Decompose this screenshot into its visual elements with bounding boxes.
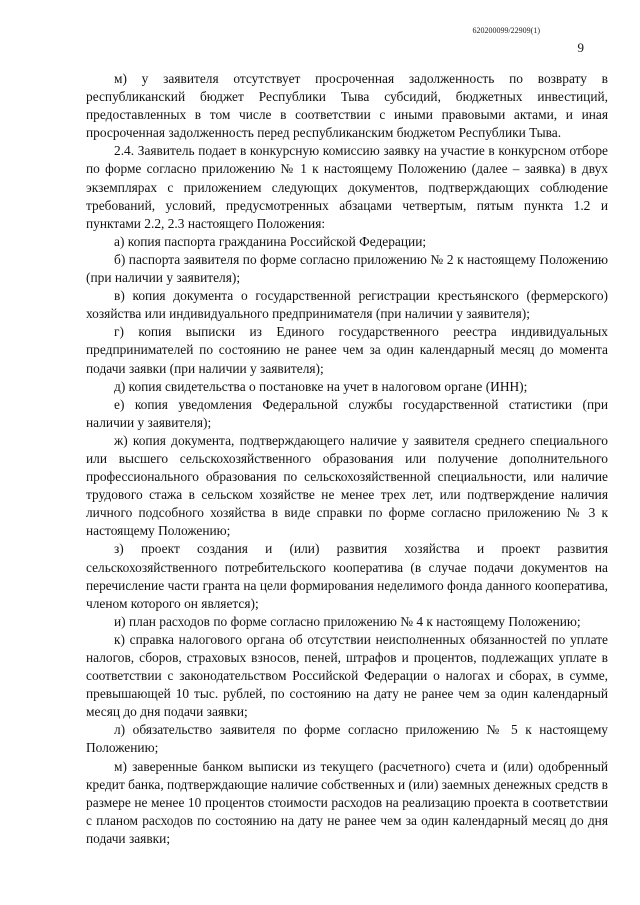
paragraph-2-4: 2.4. Заявитель подает в конкурсную комиссию заявку на участие в конкурсном отборе по форме согласно приложению № 1 к настоящему Положению (далее – заявка) в двух экземплярах с приложением следующих документов, подтверждающих соблюдение требований, условий, предусмотренных абзацами четвертым, пятым пункта 1.2 и пунктами 2.2, 2.3 настоящего Положения: [86,143,608,231]
list-item-l: л) обязательство заявителя по форме согласно приложению № 5 к настоящему Положению; [86,722,608,756]
list-item-k: к) справка налогового органа об отсутствии неисполненных обязанностей по уплате налогов, сборов, страховых взносов, пеней, штрафов и процентов, подлежащих уплате в соответствии с законодательством Российской Федерации о налогах и сборах, в сумме, превышающей 10 тыс. рублей, по состоянию на дату не ранее чем за один календарный месяц до дня подачи заявки; [86,631,608,720]
list-item-z: з) проект создания и (или) развития хозяйства и проект развития сельскохозяйственного потребительского кооператива (в случае подачи документов на перечисление части гранта на цели формирования неделимого фонда данного кооператива, членом которого он является); [86,541,608,611]
list-item-zh: ж) копия документа, подтверждающего наличие у заявителя среднего специального или высшего сельскохозяйственного образования или получение дополнительного профессионального образования по сельскохозяйственной специальности, или наличие трудового стажа в сельском хозяйстве не менее трех лет, или подтверждение наличия личного подсобного хозяйства в виде справки по форме согласно приложению № 3 к настоящему Положению; [86,432,608,539]
list-item-b: б) паспорта заявителя по форме согласно приложению № 2 к настоящему Положению (при наличии у заявителя); [86,251,608,286]
document-id: 620200099/22909(1) [472,26,540,35]
list-item-a: а) копия паспорта гражданина Российской Федерации; [114,233,427,249]
list-item-i: и) план расходов по форме согласно приложению № 4 к настоящему Положению; [114,613,581,629]
list-item-m: м) заверенные банком выписки из текущего (расчетного) счета и (или) одобренный кредит банка, подтверждающие наличие собственных и (или) заемных денежных средств в размере не менее 10 процентов стоимости расходов на реализацию проекта в соответствии с планом расходов по состоянию на дату не ранее чем за один календарный месяц до дня подачи заявки; [86,758,608,846]
list-item-g: г) копия выписки из Единого государственного реестра индивидуальных предпринимателей по состоянию не ранее чем за один календарный месяц до момента подачи заявки (при наличии у заявителя); [86,324,608,376]
page-number: 9 [577,40,584,55]
list-item-d: д) копия свидетельства о постановке на учет в налоговом органе (ИНН); [114,378,528,394]
list-item-v: в) копия документа о государственной регистрации крестьянского (фермерского) хозяйства или индивидуального предпринимателя (при наличии у заявителя); [86,288,608,322]
paragraph-m-debt: м) у заявителя отсутствует просроченная задолженность по возврату в республиканский бюджет Республики Тыва субсидий, бюджетных инвестиций, предоставленных в том числе в соответствии с иными правовыми актами, и иная просроченная задолженность перед республиканским бюджетом Республики Тыва. [86,71,608,141]
list-item-e: е) копия уведомления Федеральной службы государственной статистики (при наличии у заявителя); [86,396,608,430]
document-body [86,70,608,848]
